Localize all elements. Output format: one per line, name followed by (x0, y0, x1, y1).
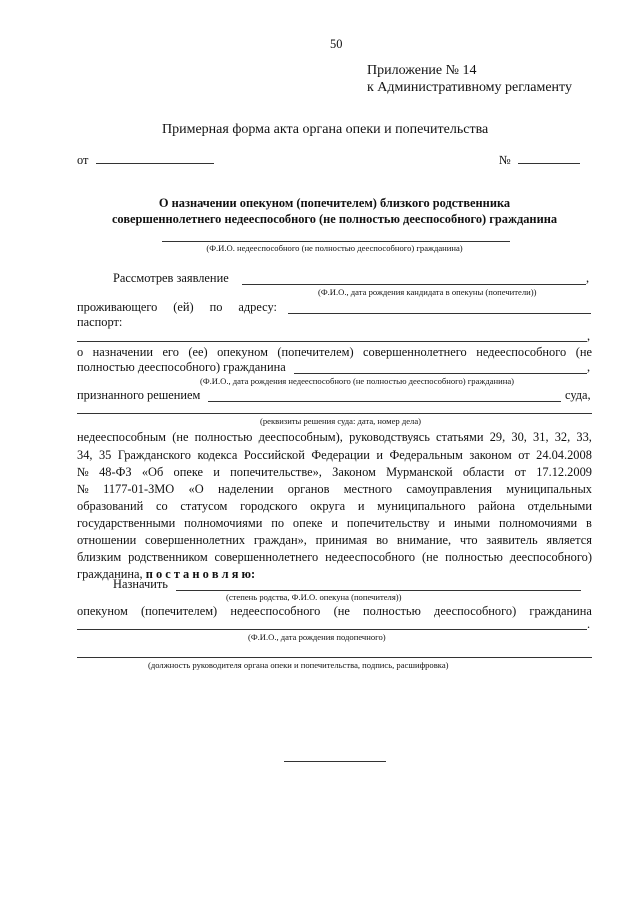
word: 31, (533, 430, 549, 444)
court-decision-blank (208, 400, 561, 402)
word: 30, (511, 430, 527, 444)
word: статьями (436, 430, 484, 444)
word: совершеннолетнего (363, 345, 467, 359)
word: муниципального (377, 499, 466, 513)
word: в (586, 516, 592, 530)
appendix-line-1: Приложение № 14 (367, 63, 477, 78)
word: иными (454, 516, 491, 530)
word: местного (343, 482, 393, 496)
heading-line-1: О назначении опекуном (попечителем) близкого родственника (158, 196, 511, 210)
word: городского (240, 499, 298, 513)
word: опекуном (77, 604, 128, 618)
word: района (478, 499, 515, 513)
ward-name-dob-hint: (Ф.И.О., дата рождения недееспособного (не полностью дееспособного) гражданина) (200, 376, 515, 386)
word: опеке (173, 465, 204, 479)
word: (не (421, 550, 439, 564)
word: о (77, 345, 84, 359)
guardian-row (77, 604, 592, 619)
word: во (376, 533, 389, 547)
word: полномочиями (498, 516, 578, 530)
court-blank-2 (77, 412, 592, 414)
considered-label: Рассмотрев заявление (113, 271, 229, 285)
guardian-hint: (степень родства, Ф.И.О. опекуна (попечителя)) (226, 592, 402, 602)
word: 35 (98, 448, 112, 462)
word: образований (77, 499, 144, 513)
word: Федерации (311, 448, 370, 462)
word: (попечителем) (140, 604, 218, 618)
word: законом (469, 448, 512, 462)
signature-blank (77, 656, 592, 658)
word: дееспособного) (509, 550, 592, 564)
ward-name-hint: (Ф.И.О. недееспособного (не полностью дееспособного) гражданина) (206, 243, 463, 253)
ward-name-blank (162, 240, 510, 242)
word: гражданина (529, 604, 592, 618)
word: и (376, 448, 383, 462)
word: что (459, 533, 478, 547)
word: руководствуясь (349, 430, 430, 444)
para-line (77, 482, 592, 497)
word: (ей) (173, 300, 194, 314)
word: Законом (332, 465, 376, 479)
applicant-blank (242, 283, 586, 285)
para-words (77, 430, 592, 445)
word: кодекса (197, 448, 238, 462)
guardian-words (77, 604, 592, 619)
decree: п о с т а н о в л я ю: (145, 567, 256, 581)
word: № (77, 465, 89, 479)
word: отношении (77, 533, 137, 547)
word: и (331, 516, 338, 530)
address-blank (288, 312, 591, 314)
number-field (499, 153, 580, 168)
word: внимание, (396, 533, 452, 547)
word: попечительству (346, 516, 430, 530)
word: со (155, 499, 168, 513)
para-words (77, 465, 592, 480)
word: полностью (445, 550, 503, 564)
word: близким (77, 550, 122, 564)
word: 34, (77, 448, 93, 462)
word: 32, (554, 430, 571, 444)
para-line (77, 550, 592, 565)
word: и (357, 499, 365, 513)
passport-row (77, 315, 592, 330)
word: области (462, 465, 505, 479)
ward-dob-blank (77, 628, 587, 630)
word: Гражданского (117, 448, 191, 462)
passport-blank (77, 340, 587, 342)
period: . (587, 617, 591, 631)
word: недееспособного (476, 345, 567, 359)
appoint-line-2: полностью дееспособного) гражданина (77, 360, 286, 374)
word: по (209, 300, 223, 314)
appendix-line-2: к Административному регламенту (367, 80, 572, 95)
word: государственными (77, 516, 176, 530)
word: недееспособного (325, 550, 416, 564)
number-blank (518, 154, 580, 164)
word: «О (188, 482, 204, 496)
word: опеке (292, 516, 323, 530)
para-words (77, 533, 592, 548)
word: статусом (180, 499, 228, 513)
passport-label: паспорт: (77, 315, 123, 329)
ward-blank (294, 372, 587, 374)
word: органов (287, 482, 330, 496)
signature-hint: (должность руководителя органа опеки и попечительства, подпись, расшифровка) (148, 660, 449, 670)
word: (ее) (188, 345, 208, 359)
word: от (518, 448, 530, 462)
word: и (438, 516, 446, 530)
para-words (77, 550, 592, 565)
para-words (77, 482, 592, 497)
form-title: Примерная форма акта органа опеки и попечительства (162, 122, 489, 137)
comma-2: , (587, 329, 591, 343)
word: граждан», (253, 533, 307, 547)
word: совершеннолетних (144, 533, 246, 547)
word: полностью (194, 430, 253, 444)
appoint-words (77, 345, 592, 360)
candidate-hint: (Ф.И.О., дата рождения кандидата в опекуны (попечители)) (318, 287, 537, 297)
word: отдельными (527, 499, 592, 513)
comma-1: , (586, 271, 590, 285)
date-field (77, 153, 214, 168)
word: 29, (489, 430, 506, 444)
para-words (77, 516, 592, 531)
para-line (77, 499, 592, 514)
word: 48-ФЗ (99, 465, 132, 479)
word: проживающего (77, 300, 158, 314)
page-number: 50 (330, 37, 343, 51)
number-label: № (499, 153, 511, 167)
word: муниципальных (506, 482, 592, 496)
word: попечительстве», (230, 465, 322, 479)
para-words (77, 499, 592, 514)
appoint-label: Назначить (113, 577, 168, 591)
word: родственником (128, 550, 208, 564)
word: (не (575, 345, 592, 359)
word: (не (172, 430, 189, 444)
word: Федеральным (389, 448, 463, 462)
recognized-label: признанного решением (77, 388, 201, 402)
para-words (77, 448, 592, 463)
word: «Об (141, 465, 164, 479)
word: 17.12.2009 (536, 465, 592, 479)
word: Мурманской (386, 465, 453, 479)
word: (попечителем) (277, 345, 354, 359)
word: 33, (576, 430, 592, 444)
word: и (213, 465, 220, 479)
word: дееспособным), (258, 430, 343, 444)
word: дееспособного) (434, 604, 517, 618)
word: по (271, 516, 285, 530)
address-row (77, 300, 277, 315)
word: округа (310, 499, 346, 513)
word: 1177-01-ЗМО (103, 482, 175, 496)
date-blank (96, 154, 214, 164)
word: (не (333, 604, 350, 618)
address-words (77, 300, 277, 315)
comma-3: , (587, 360, 591, 374)
word: Российской (243, 448, 305, 462)
appoint-row (77, 345, 592, 360)
word: совершеннолетнего (214, 550, 319, 564)
end-separator (284, 760, 386, 762)
para-line (77, 430, 592, 445)
word: полностью (363, 604, 421, 618)
court-hint: (реквизиты решения суда: дата, номер дела) (260, 416, 422, 426)
word: является (546, 533, 592, 547)
word: от (514, 465, 526, 479)
word: принимая (315, 533, 368, 547)
heading-line-2: совершеннолетнего недееспособного (не полностью дееспособного) гражданина (111, 212, 558, 226)
word: № (77, 482, 89, 496)
para-line (77, 533, 592, 548)
last-line-prefix: гражданина, (77, 567, 143, 581)
para-line (77, 516, 592, 531)
word: наделении (217, 482, 274, 496)
word: недееспособным (77, 430, 167, 444)
para-line (77, 465, 592, 480)
from-label: от (77, 153, 89, 167)
word: опекуном (217, 345, 268, 359)
word: самоуправления (406, 482, 492, 496)
para-line (77, 448, 592, 463)
word: назначении (92, 345, 153, 359)
guardian-blank (176, 589, 581, 591)
word: адресу: (238, 300, 277, 314)
word: его (162, 345, 179, 359)
word: недееспособного (230, 604, 321, 618)
ward-dob-hint: (Ф.И.О., дата рождения подопечного) (248, 632, 386, 642)
word: заявитель (486, 533, 538, 547)
court-word: суда, (565, 388, 591, 402)
word: 24.04.2008 (536, 448, 592, 462)
word: полномочиями (184, 516, 263, 530)
